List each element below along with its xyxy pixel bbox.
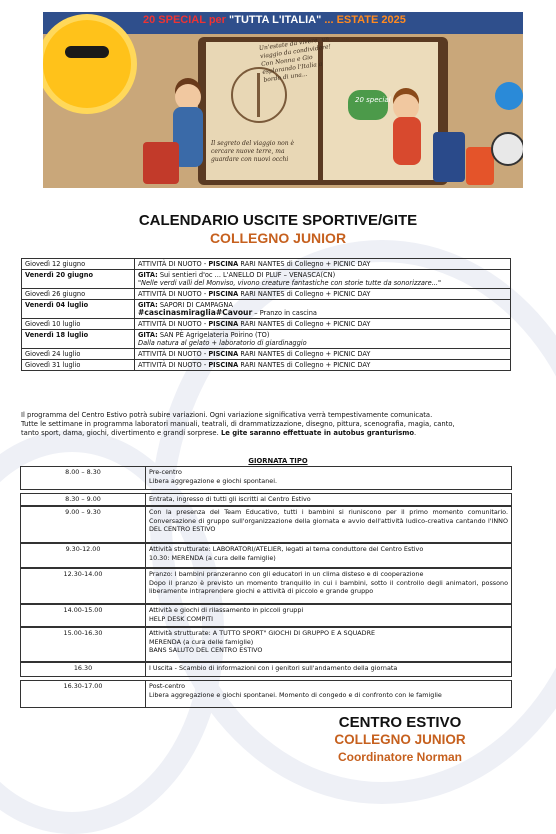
schedule-title: GIORNATA TIPO [248, 457, 308, 465]
calendar-subtitle: COLLEGNO JUNIOR [209, 230, 347, 246]
trip-activity [135, 330, 511, 349]
trip-keyword: PISCINA [208, 350, 239, 358]
vespa-label: 20 special [355, 96, 391, 104]
schedule-row [20, 506, 512, 543]
note-emphasis: Le gite saranno effettuate in autobus granturismo [220, 429, 415, 437]
trip-text: SAN PÈ Agrigelateria Poirino (TO) [157, 331, 270, 339]
trip-text: RARI NANTES di Collegno + PICNIC DAY [238, 260, 371, 268]
trip-activity [135, 270, 511, 289]
schedule-description: Con la presenza del Team Educativo, tutti i bambini si riuniscono per il primo momento comunitario. Conversazione di gruppo sull'organizzazione della giornata e avvio dell'attività ludico-creativa cantando l'INNO DEL CENTRO ESTIVO [149, 508, 508, 534]
trip-text: RARI NANTES di Collegno + PICNIC DAY [238, 290, 371, 298]
trip-activity-line [138, 331, 507, 339]
trip-text: – Pranzo in cascina [252, 309, 317, 317]
trip-row [22, 319, 511, 330]
schedule-time: 16.30-17.00 [21, 681, 146, 707]
trip-row [22, 349, 511, 360]
notes-paragraph [21, 411, 526, 438]
girl-body [393, 117, 421, 165]
schedule-description: Attività strutturate: A TUTTO SPORT" GIOCHI DI GRUPPO E A SQUADRE MERENDA (a cura delle famiglie) BANS SALUTO DEL CENTRO ESTIVO [149, 629, 376, 655]
schedule-time: 14.00-15.00 [21, 605, 146, 626]
trips-table [21, 258, 511, 371]
trip-keyword: PISCINA [208, 290, 239, 298]
sunglasses-icon [65, 46, 109, 58]
note-text: tanto sport, dama, giochi, divertimento e grandi sorprese. [21, 429, 221, 437]
trip-row [22, 270, 511, 289]
sun-mascot-icon [43, 20, 131, 108]
schedule-row [20, 680, 512, 708]
trip-activity [135, 289, 511, 300]
trip-keyword: PISCINA [208, 361, 239, 369]
trip-date: Venerdì 20 giugno [22, 270, 135, 289]
trip-activity-line [138, 350, 507, 358]
trip-activity-line [138, 339, 507, 347]
trip-row [22, 300, 511, 319]
footer-coordinator: Coordinatore Norman [337, 750, 462, 764]
trip-keyword: GITA: [138, 301, 158, 309]
note-line: Tutte le settimane in programma laboratori manuali, teatrali, di drammatizzazione, disegno, pittura, scenografia, magia, canto, [21, 420, 455, 428]
trip-activity [135, 259, 511, 270]
trip-keyword: PISCINA [208, 260, 239, 268]
handwriting-right: Un'estate da vivere, un viaggio da condividere! Con Nonna e Gio esplorando l'Italia a bordo di una... [258, 35, 332, 84]
schedule-time: 9.00 – 9.30 [21, 507, 146, 542]
trip-date: Venerdì 18 luglio [22, 330, 135, 349]
schedule-time: 8.30 – 9.00 [21, 494, 146, 505]
calendar-title: CALENDARIO USCITE SPORTIVE/GITE [138, 212, 418, 229]
trip-date: Giovedì 26 giugno [22, 289, 135, 300]
trip-activity-line [138, 309, 507, 317]
trip-text: SAPORI DI CAMPAGNA [157, 301, 233, 309]
schedule-row [20, 493, 512, 506]
trip-date: Giovedì 12 giugno [22, 259, 135, 270]
trip-text: Dalla natura al gelato + laboratorio di giardinaggio [138, 339, 307, 347]
trip-text: ATTIVITÀ DI NUOTO - [138, 320, 209, 328]
schedule-description: Pranzo: I bambini pranzeranno con gli educatori in un clima disteso e di cooperazione Dopo il pranzo è previsto un momento tranquillo in cui i bambini, sotto il controllo degli animatori, possono liberamente intraprendere giochi e attività di piccolo e grande gruppo [149, 570, 508, 596]
trip-activity-line [138, 320, 507, 328]
trip-text: RARI NANTES di Collegno + PICNIC DAY [238, 350, 371, 358]
trip-date: Venerdì 04 luglio [22, 300, 135, 319]
trip-text: Sui sentieri d'oc ... L'ANELLO DI PLUF – VENASCA(CN) [157, 271, 336, 279]
trip-date: Giovedì 10 luglio [22, 319, 135, 330]
trip-row [22, 259, 511, 270]
note-text: . [414, 429, 417, 437]
schedule-time: 16.30 [21, 663, 146, 676]
banner-illustration [43, 12, 523, 188]
trip-activity-line [138, 279, 507, 287]
footer-title: CENTRO ESTIVO [338, 714, 462, 731]
trip-text: ATTIVITÀ DI NUOTO - [138, 260, 209, 268]
trip-text: RARI NANTES di Collegno + PICNIC DAY [238, 361, 371, 369]
trip-activity [135, 319, 511, 330]
suitcase-icon [433, 132, 465, 182]
footer-subtitle: COLLEGNO JUNIOR [334, 732, 466, 747]
schedule-row [20, 627, 512, 662]
schedule-row [20, 543, 512, 568]
suitcase-icon [143, 142, 179, 184]
trip-row [22, 330, 511, 349]
trip-text: "Nelle verdi valli del Monviso, vivono creature fantastiche con storie tutte da sonorizzare..." [138, 279, 442, 287]
schedule-time: 9.30-12.00 [21, 544, 146, 567]
note-line: Il programma del Centro Estivo potrà subire variazioni. Ogni variazione significativa verrà tempestivamente comunicata. [21, 411, 433, 419]
trip-activity [135, 360, 511, 371]
ball-icon [495, 82, 523, 110]
schedule-row [20, 466, 512, 490]
schedule-description: I Uscita - Scambio di informazioni con i genitori sull'andamento della giornata [149, 664, 398, 672]
schedule-description: Entrata, ingresso di tutti gli iscritti al Centro Estivo [149, 495, 311, 503]
trip-activity-line [138, 260, 507, 268]
trip-text: ATTIVITÀ DI NUOTO - [138, 350, 209, 358]
ball-icon [491, 132, 523, 166]
trip-keyword: GITA: [138, 331, 158, 339]
schedule-row [20, 662, 512, 677]
trip-activity [135, 349, 511, 360]
schedule-description: Attività strutturate: LABORATORI/ATELIER, legati al tema conduttore del Centro Estivo 10.30: MERENDA (a cura delle famiglie) [149, 545, 424, 562]
trip-text: RARI NANTES di Collegno + PICNIC DAY [238, 320, 371, 328]
note-line [21, 429, 526, 438]
trip-activity [135, 300, 511, 319]
banner-title-part: ... ESTATE 2025 [324, 14, 406, 26]
trip-keyword: #cascinasmiraglia#Cavour [138, 308, 253, 317]
trip-date: Giovedì 31 luglio [22, 360, 135, 371]
trip-activity-line [138, 290, 507, 298]
banner-title-part: "TUTTA L'ITALIA" [229, 14, 322, 26]
suitcase-icon [466, 147, 494, 185]
trip-keyword: PISCINA [208, 320, 239, 328]
schedule-description: Post-centro Libera aggregazione e giochi spontanei. Momento di congedo e di confronto con le famiglie [149, 682, 442, 699]
vespa-icon [348, 90, 388, 120]
schedule-row [20, 568, 512, 604]
trip-keyword: GITA: [138, 271, 158, 279]
schedule-time: 15.00-16.30 [21, 628, 146, 661]
banner-title-part: 20 SPECIAL per [143, 14, 226, 26]
trip-activity-line [138, 271, 507, 279]
schedule-row [20, 604, 512, 627]
schedule-time: 8.00 – 8.30 [21, 467, 146, 489]
trip-activity-line [138, 361, 507, 369]
trip-row [22, 289, 511, 300]
trip-text: ATTIVITÀ DI NUOTO - [138, 290, 209, 298]
trip-text: ATTIVITÀ DI NUOTO - [138, 361, 209, 369]
schedule-description: Attività e giochi di rilassamento in piccoli gruppi HELP DESK COMPITI [149, 606, 304, 623]
handwriting-left: Il segreto del viaggio non è cercare nuove terre, ma guardare con nuovi occhi [211, 140, 295, 163]
schedule-time: 12.30-14.00 [21, 569, 146, 603]
schedule-description: Pre-centro Libera aggregazione e giochi spontanei. [149, 468, 278, 485]
banner-title [143, 14, 406, 26]
trip-date: Giovedì 24 luglio [22, 349, 135, 360]
trip-row [22, 360, 511, 371]
